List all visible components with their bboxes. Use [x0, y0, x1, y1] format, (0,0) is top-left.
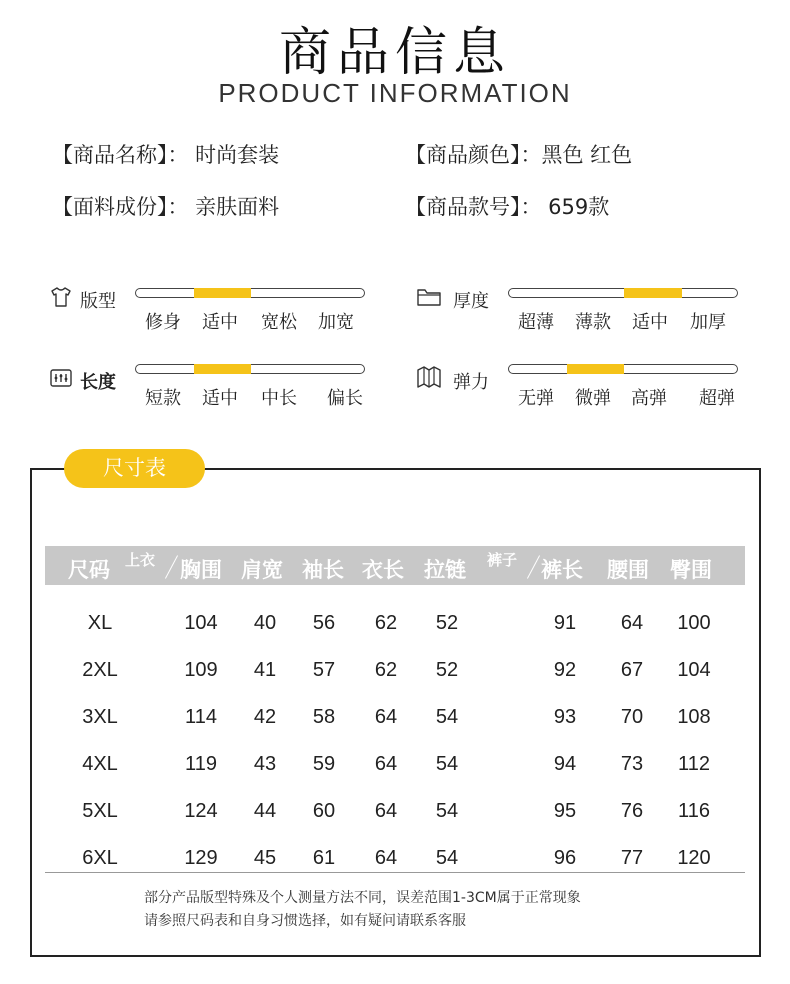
- attribute-option: 修身: [145, 312, 181, 333]
- table-cell: 114: [185, 706, 217, 728]
- attribute-option: 适中: [632, 312, 668, 333]
- header-chest: 胸围: [180, 558, 222, 582]
- size-cell: 2XL: [82, 659, 118, 681]
- note-line-1: 部分产品版型特殊及个人测量方法不同，误差范围1-3CM属于正常现象: [144, 890, 581, 906]
- attribute-option: 薄款: [575, 312, 611, 333]
- attribute-option: 无弹: [518, 388, 554, 409]
- header-waist: 腰围: [607, 558, 649, 582]
- header-pants-group: 裤子: [487, 551, 518, 569]
- info-fabric: 【面料成份】： 亲肤面料: [52, 195, 280, 219]
- table-cell: 73: [620, 753, 644, 775]
- table-cell: 56: [312, 612, 336, 634]
- attribute-option: 偏长: [327, 388, 363, 409]
- table-cell: 45: [253, 847, 277, 869]
- table-cell: 41: [253, 659, 277, 681]
- page-title: 商品信息: [278, 23, 511, 83]
- header-sleeve: 袖长: [302, 558, 344, 582]
- size-cell: 5XL: [82, 800, 118, 822]
- table-cell: 76: [620, 800, 644, 822]
- header-top-group: 上衣: [125, 551, 156, 569]
- attribute-option: 超薄: [518, 312, 554, 333]
- note-line-2: 请参照尺码表和自身习惯选择，如有疑问请联系客服: [144, 913, 466, 929]
- info-product-code: 【商品款号】： 659款: [405, 195, 610, 219]
- size-cell: XL: [87, 612, 113, 634]
- table-cell: 124: [184, 800, 218, 822]
- size-table-header: [45, 546, 745, 585]
- table-cell: 64: [374, 800, 398, 822]
- table-cell: 54: [435, 753, 459, 775]
- attribute-label: 版型: [80, 291, 116, 312]
- table-cell: 112: [678, 753, 710, 775]
- table-cell: 60: [312, 800, 336, 822]
- header-divider: [165, 555, 178, 578]
- info-product-name: 【商品名称】： 时尚套装: [52, 143, 280, 167]
- table-cell: 40: [253, 612, 277, 634]
- length-slider-track: [135, 364, 365, 374]
- size-cell: 4XL: [82, 753, 118, 775]
- table-cell: 57: [312, 659, 336, 681]
- attribute-option: 高弹: [631, 388, 667, 409]
- attribute-label: 长度: [80, 372, 116, 393]
- table-cell: 67: [620, 659, 644, 681]
- table-cell: 64: [620, 612, 644, 634]
- table-cell: 64: [374, 847, 398, 869]
- table-cell: 104: [677, 659, 711, 681]
- table-cell: 104: [184, 612, 218, 634]
- attribute-label: 弹力: [453, 372, 489, 393]
- table-cell: 91: [553, 612, 577, 634]
- attribute-label: 厚度: [453, 291, 489, 312]
- header-zipper: 拉链: [424, 558, 466, 582]
- table-cell: 95: [553, 800, 577, 822]
- size-cell: 3XL: [82, 706, 118, 728]
- table-cell: 129: [184, 847, 218, 869]
- tshirt-icon: [49, 285, 73, 309]
- table-cell: 64: [374, 753, 398, 775]
- table-cell: 54: [435, 847, 459, 869]
- header-divider: [527, 555, 540, 578]
- table-cell: 119: [185, 753, 217, 775]
- table-cell: 96: [553, 847, 577, 869]
- table-cell: 108: [677, 706, 711, 728]
- table-cell: 42: [253, 706, 277, 728]
- table-cell: 43: [253, 753, 277, 775]
- table-cell: 70: [620, 706, 644, 728]
- header-pants-length: 裤长: [541, 558, 583, 582]
- attribute-option: 适中: [202, 312, 238, 333]
- attribute-option: 宽松: [261, 312, 297, 333]
- table-cell: 100: [677, 612, 711, 634]
- table-cell: 59: [312, 753, 336, 775]
- table-cell: 64: [374, 706, 398, 728]
- table-cell: 52: [435, 612, 459, 634]
- elasticity-slider-marker: [567, 364, 625, 374]
- table-cell: 116: [678, 800, 710, 822]
- attribute-option: 短款: [145, 388, 181, 409]
- table-cell: 93: [553, 706, 577, 728]
- thickness-slider-track: [508, 288, 738, 298]
- header-shoulder: 肩宽: [241, 558, 283, 582]
- table-cell: 44: [253, 800, 277, 822]
- table-cell: 54: [435, 800, 459, 822]
- attribute-option: 适中: [202, 388, 238, 409]
- length-slider-marker: [194, 364, 252, 374]
- table-cell: 62: [374, 659, 398, 681]
- thickness-slider-marker: [624, 288, 682, 298]
- attribute-option: 加厚: [690, 312, 726, 333]
- fold-icon: [416, 365, 440, 389]
- note-divider: [45, 872, 745, 873]
- table-cell: 77: [620, 847, 644, 869]
- attribute-option: 超弹: [699, 388, 735, 409]
- table-cell: 92: [553, 659, 577, 681]
- table-cell: 54: [435, 706, 459, 728]
- page-subtitle: PRODUCT INFORMATION: [218, 78, 572, 108]
- attribute-option: 中长: [261, 388, 297, 409]
- table-cell: 61: [312, 847, 336, 869]
- attribute-option: 加宽: [318, 312, 354, 333]
- header-top-length: 衣长: [362, 558, 404, 582]
- table-cell: 109: [184, 659, 218, 681]
- table-cell: 58: [312, 706, 336, 728]
- ruler-icon: [49, 366, 73, 390]
- info-product-color: 【商品颜色】：黑色 红色: [405, 143, 633, 167]
- fit-slider-marker: [194, 288, 252, 298]
- elasticity-slider-track: [508, 364, 738, 374]
- table-cell: 120: [677, 847, 711, 869]
- size-cell: 6XL: [82, 847, 118, 869]
- header-hip: 臀围: [670, 558, 712, 582]
- table-cell: 52: [435, 659, 459, 681]
- fit-slider-track: [135, 288, 365, 298]
- table-cell: 94: [553, 753, 577, 775]
- table-cell: 62: [374, 612, 398, 634]
- attribute-option: 微弹: [575, 388, 611, 409]
- header-size: 尺码: [68, 558, 110, 582]
- folder-icon: [416, 285, 440, 309]
- size-table-title: 尺寸表: [64, 449, 205, 488]
